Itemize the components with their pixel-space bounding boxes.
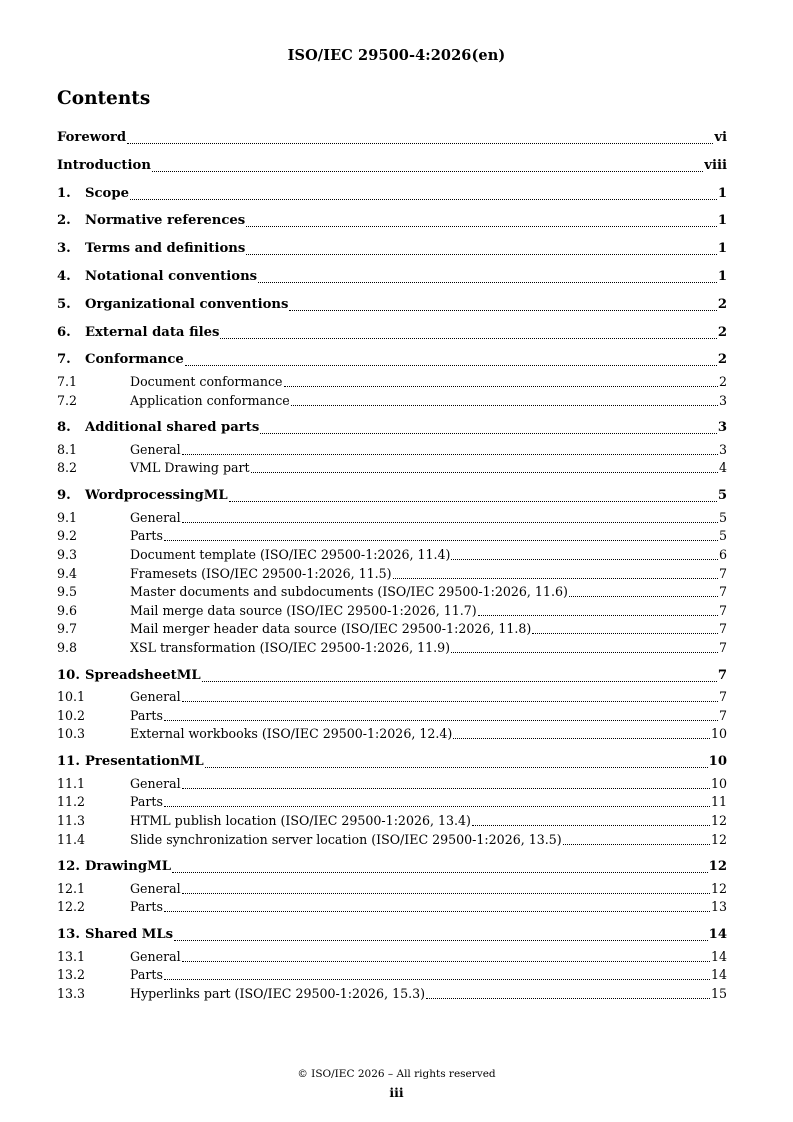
toc-entry-page: 7 [718,689,727,705]
toc-entry-number: 11. [57,754,80,770]
toc-entry-number: 1. [57,185,71,201]
toc-subentry[interactable] [57,584,727,601]
toc-entry-page: 7 [718,639,727,655]
toc-entry-page: 7 [717,667,727,683]
toc-subentry[interactable] [57,832,727,849]
toc-entry-title: Additional shared parts [85,420,260,436]
toc-entry-page: 7 [718,565,727,581]
toc-dot-leader [453,726,710,743]
toc-entry-page: 10 [708,754,727,770]
toc-subentry[interactable] [57,528,727,545]
toc-subentry[interactable] [57,899,727,916]
toc-subentry[interactable] [57,776,727,793]
toc-entry-number: 13.2 [57,967,86,983]
toc-entry-page: 5 [718,509,727,525]
toc-entry-title: Document template (ISO/IEC 29500-1:2026, 11.4) [130,546,451,562]
toc-dot-leader [260,420,717,438]
toc-dot-leader [130,186,717,204]
toc-entry-number: 11.4 [57,831,86,847]
toc-dot-leader [164,899,710,916]
toc-dot-leader [393,566,718,583]
toc-entry-title: Document conformance [130,373,283,389]
toc-entry-page: 14 [710,967,727,983]
toc-entry-page: 7 [718,602,727,618]
toc-dot-leader [164,708,718,725]
toc-dot-leader [202,668,717,686]
toc-dot-leader [182,510,718,527]
toc-entry-number: 9. [57,488,71,504]
toc-entry[interactable] [57,420,727,438]
toc-dot-leader [246,241,717,259]
toc-entry-number: 7.2 [57,392,78,408]
toc-dot-leader [229,488,717,506]
toc-subentry[interactable] [57,442,727,459]
toc-entry-page: 7 [718,621,727,637]
footer-copyright: © ISO/IEC 2026 – All rights reserved [297,1068,496,1080]
toc-entry-title: VML Drawing part [130,460,250,476]
toc-entry-number: 11.2 [57,794,86,810]
toc-dot-leader [472,813,710,830]
toc-entry-page: 1 [717,269,727,284]
toc-entry-title: Hyperlinks part (ISO/IEC 29500-1:2026, 15.3) [130,985,426,1001]
toc-entry-page: 3 [718,392,727,408]
toc-entry-title: General [130,689,181,705]
toc-entry-page: 14 [710,948,727,964]
toc-entry[interactable] [57,186,727,204]
toc-entry-page: 15 [710,985,727,1001]
toc-entry-title: Organizational conventions [85,296,289,312]
toc-entry-number: 2. [57,213,71,229]
toc-entry-title: WordprocessingML [85,488,228,504]
toc-entry-page: vi [714,130,727,145]
toc-entry-title: Master documents and subdocuments (ISO/IEC 29500-1:2026, 11.6) [130,584,568,600]
toc-entry-number: 3. [57,241,71,257]
toc-entry-number: 11.3 [57,812,86,828]
toc-entry-page: 6 [718,546,727,562]
toc-entry-number: 5. [57,296,71,312]
toc-entry-title: Introduction [57,157,151,173]
toc-subentry[interactable] [57,393,727,410]
toc-entry-title: Notational conventions [85,269,258,284]
toc-entry-number: 11.1 [57,775,86,791]
document-header-title: ISO/IEC 29500-4:2026(en) [287,47,506,64]
toc-subentry[interactable] [57,547,727,564]
toc-entry-title: General [130,509,181,525]
toc-entry-page: 4 [718,460,727,476]
toc-dot-leader [451,547,718,564]
toc-dot-leader [291,393,718,410]
toc-entry-number: 7. [57,352,71,368]
toc-entry-title: XSL transformation (ISO/IEC 29500-1:2026, 11.9) [130,639,451,655]
toc-dot-leader [182,442,718,459]
toc-entry-number: 10.1 [57,689,86,705]
toc-entry-title: DrawingML [85,859,171,875]
toc-entry-page: 10 [710,726,727,742]
toc-entry[interactable] [57,352,727,370]
toc-entry-page: viii [704,157,727,173]
toc-entry-page: 11 [710,794,727,810]
toc-entry-title: Parts [130,899,163,915]
toc-entry[interactable] [57,130,727,148]
toc-entry-page: 2 [717,296,727,312]
toc-entry[interactable] [57,213,727,231]
toc-entry-title: Application conformance [130,392,290,408]
toc-subentry[interactable] [57,374,727,391]
toc-dot-leader [182,689,718,706]
toc-entry-number: 12.2 [57,899,86,915]
toc-entry-title: General [130,880,181,896]
toc-entry-number: 8. [57,420,71,436]
toc-entry-title: Parts [130,707,163,723]
toc-entry-number: 9.4 [57,565,78,581]
toc-entry-page: 3 [717,420,727,436]
toc-entry-title: Parts [130,528,163,544]
toc-entry-title: Shared MLs [85,927,174,943]
toc-dot-leader [258,269,717,287]
toc-entry-title: General [130,441,181,457]
toc-dot-leader [532,621,718,638]
toc-entry-number: 6. [57,324,71,340]
toc-entry[interactable] [57,754,727,772]
toc-entry-number: 13. [57,927,80,943]
toc-entry-title: Mail merger header data source (ISO/IEC 29500-1:2026, 11.8) [130,621,532,637]
toc-entry-page: 7 [718,584,727,600]
toc-subentry[interactable] [57,460,727,477]
toc-entry-number: 9.8 [57,639,78,655]
toc-subentry[interactable] [57,794,727,811]
toc-entry-page: 5 [717,488,727,504]
toc-entry[interactable] [57,158,727,176]
toc-subentry[interactable] [57,640,727,657]
toc-entry-page: 2 [718,373,727,389]
toc-entry-number: 7.1 [57,373,78,389]
toc-entry-page: 12 [708,859,727,875]
toc-dot-leader [182,949,710,966]
toc-entry-number: 8.2 [57,460,78,476]
toc-entry-page: 12 [710,880,727,896]
toc-dot-leader [289,297,716,315]
toc-entry-page: 1 [717,213,727,229]
toc-entry-title: Terms and definitions [85,241,246,257]
toc-entry-title: Slide synchronization server location (ISO/IEC 29500-1:2026, 13.5) [130,831,562,847]
toc-entry-title: SpreadsheetML [85,667,201,683]
toc-entry-title: Conformance [85,352,184,368]
toc-entry-page: 1 [717,185,727,201]
toc-dot-leader [164,528,718,545]
toc-subentry[interactable] [57,813,727,830]
toc-entry[interactable] [57,325,727,343]
toc-entry-number: 12. [57,859,80,875]
toc-subentry[interactable] [57,967,727,984]
toc-subentry[interactable] [57,603,727,620]
toc-entry-number: 9.1 [57,509,78,525]
toc-entry[interactable] [57,668,727,686]
toc-dot-leader [164,967,710,984]
toc-entry-number: 13.1 [57,948,86,964]
toc-entry-title: Scope [85,185,129,201]
toc-entry-title: General [130,948,181,964]
toc-dot-leader [426,986,710,1003]
toc-entry-title: Mail merge data source (ISO/IEC 29500-1:2026, 11.7) [130,602,477,618]
toc-entry-title: Foreword [57,130,127,145]
toc-entry-page: 10 [710,775,727,791]
toc-dot-leader [182,776,710,793]
toc-entry[interactable] [57,859,727,877]
toc-dot-leader [174,927,708,945]
toc-entry-number: 9.6 [57,602,78,618]
toc-entry-number: 10. [57,667,80,683]
footer-page-number: iii [389,1085,404,1100]
toc-subentry[interactable] [57,708,727,725]
toc-entry[interactable] [57,488,727,506]
toc-entry-number: 13.3 [57,985,86,1001]
toc-dot-leader [220,325,716,343]
toc-entry-number: 9.2 [57,528,78,544]
toc-entry-page: 1 [717,241,727,257]
toc-entry[interactable] [57,241,727,259]
toc-dot-leader [563,832,710,849]
toc-entry-number: 10.2 [57,707,86,723]
toc-entry-number: 9.7 [57,621,78,637]
toc-dot-leader [478,603,718,620]
toc-subentry[interactable] [57,621,727,638]
toc-dot-leader [127,130,713,148]
toc-entry[interactable] [57,297,727,315]
toc-entry-page: 13 [710,899,727,915]
toc-subentry[interactable] [57,726,727,743]
toc-entry-page: 2 [717,324,727,340]
toc-subentry[interactable] [57,881,727,898]
toc-entry-number: 12.1 [57,880,86,896]
toc-entry-title: External data files [85,324,220,340]
toc-subentry[interactable] [57,986,727,1003]
toc-dot-leader [246,213,717,231]
toc-entry-title: External workbooks (ISO/IEC 29500-1:2026, 12.4) [130,726,453,742]
toc-entry-number: 9.5 [57,584,78,600]
toc-dot-leader [164,794,710,811]
toc-entry-title: Parts [130,794,163,810]
toc-entry-number: 8.1 [57,441,78,457]
toc-dot-leader [451,640,718,657]
toc-dot-leader [569,584,718,601]
toc-entry-page: 2 [717,352,727,368]
toc-subentry[interactable] [57,949,727,966]
toc-dot-leader [185,352,717,370]
toc-entry-title: General [130,775,181,791]
toc-entry-title: Parts [130,967,163,983]
toc-dot-leader [172,859,708,877]
toc-entry-page: 12 [710,831,727,847]
toc-entry[interactable] [57,269,727,287]
toc-entry[interactable] [57,927,727,945]
toc-entry-page: 12 [710,812,727,828]
toc-entry-title: HTML publish location (ISO/IEC 29500-1:2026, 13.4) [130,812,471,828]
toc-subentry[interactable] [57,566,727,583]
toc-entry-number: 10.3 [57,726,86,742]
toc-entry-number: 4. [57,269,71,284]
toc-dot-leader [251,460,718,477]
toc-subentry[interactable] [57,689,727,706]
toc-entry-title: PresentationML [85,754,204,770]
toc-entry-page: 5 [718,528,727,544]
toc-entry-page: 7 [718,707,727,723]
toc-entry-page: 3 [718,441,727,457]
toc-dot-leader [182,881,710,898]
toc-dot-leader [284,374,718,391]
toc-subentry[interactable] [57,510,727,527]
toc-entry-number: 9.3 [57,546,78,562]
toc-dot-leader [152,158,703,176]
toc-entry-title: Framesets (ISO/IEC 29500-1:2026, 11.5) [130,565,392,581]
toc-dot-leader [205,754,708,772]
toc-entry-title: Normative references [85,213,246,229]
toc-entry-page: 14 [708,927,727,943]
contents-heading: Contents [57,88,151,109]
